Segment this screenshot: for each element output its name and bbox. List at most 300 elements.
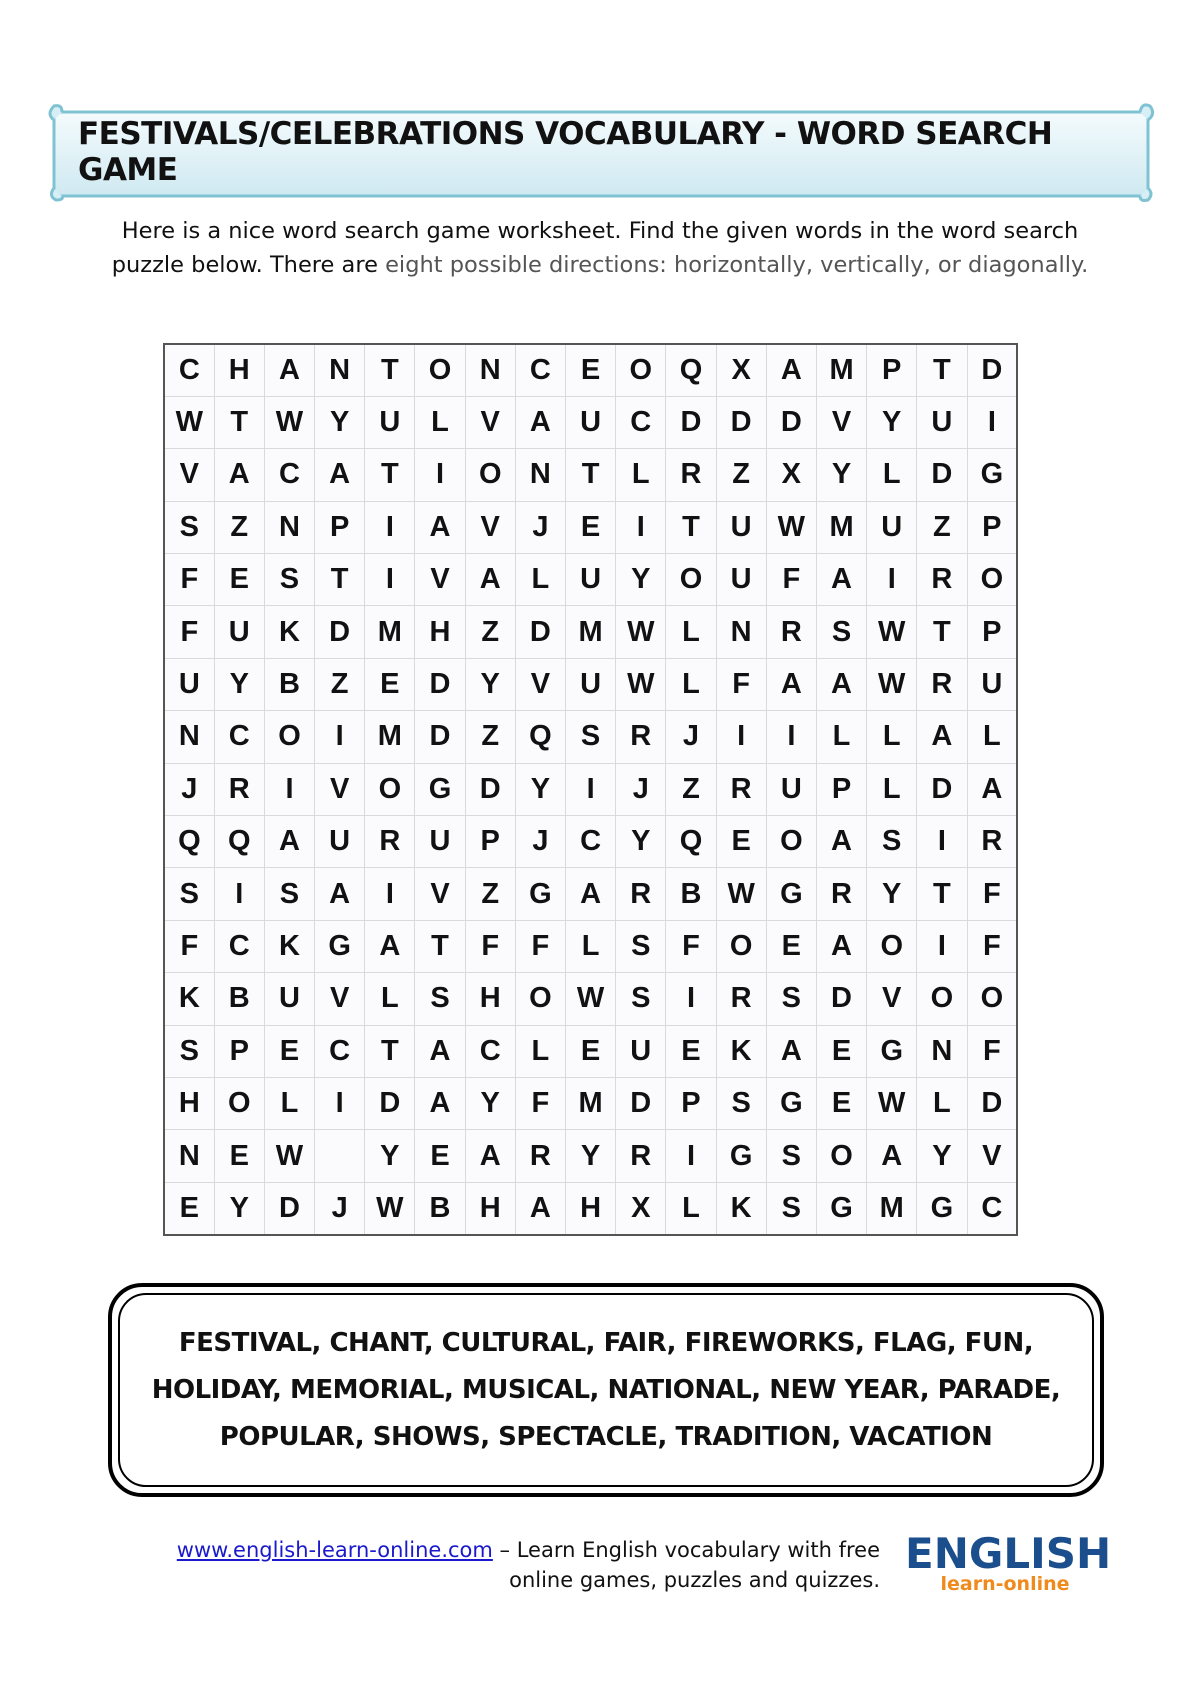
grid-cell[interactable]: F bbox=[967, 1025, 1017, 1077]
grid-cell[interactable]: T bbox=[365, 344, 415, 396]
grid-cell[interactable]: A bbox=[766, 1025, 816, 1077]
grid-cell[interactable]: A bbox=[214, 449, 264, 501]
grid-cell[interactable]: Y bbox=[867, 868, 917, 920]
grid-cell[interactable]: O bbox=[716, 920, 766, 972]
word-search-grid bbox=[163, 343, 1018, 1236]
grid-cell[interactable] bbox=[315, 1130, 365, 1182]
grid-cell[interactable]: S bbox=[264, 554, 314, 606]
grid-cell[interactable]: O bbox=[465, 449, 515, 501]
grid-cell[interactable]: N bbox=[465, 344, 515, 396]
grid-cell[interactable]: S bbox=[616, 920, 666, 972]
grid-cell[interactable]: P bbox=[967, 606, 1017, 658]
grid-cell[interactable]: E bbox=[816, 1025, 866, 1077]
grid-cell[interactable]: S bbox=[816, 606, 866, 658]
grid-cell[interactable]: K bbox=[264, 920, 314, 972]
grid-cell[interactable]: E bbox=[264, 1025, 314, 1077]
grid-cell[interactable]: X bbox=[766, 449, 816, 501]
grid-cell[interactable]: L bbox=[365, 973, 415, 1025]
grid-cell[interactable]: O bbox=[515, 973, 565, 1025]
grid-cell[interactable]: I bbox=[967, 396, 1017, 448]
grid-cell[interactable]: Y bbox=[515, 763, 565, 815]
grid-cell[interactable]: A bbox=[816, 554, 866, 606]
grid-cell[interactable]: I bbox=[566, 763, 616, 815]
grid-cell[interactable]: U bbox=[867, 501, 917, 553]
grid-cell[interactable]: L bbox=[917, 1077, 967, 1129]
grid-cell[interactable]: I bbox=[666, 973, 716, 1025]
grid-cell[interactable]: I bbox=[716, 711, 766, 763]
grid-cell[interactable]: R bbox=[716, 763, 766, 815]
grid-cell[interactable]: U bbox=[716, 554, 766, 606]
grid-cell[interactable]: A bbox=[917, 711, 967, 763]
grid-cell[interactable]: Z bbox=[666, 763, 716, 815]
grid-cell[interactable]: F bbox=[465, 920, 515, 972]
grid-cell[interactable]: V bbox=[967, 1130, 1017, 1182]
grid-cell[interactable]: W bbox=[716, 868, 766, 920]
grid-cell[interactable]: T bbox=[666, 501, 716, 553]
grid-cell[interactable]: D bbox=[365, 1077, 415, 1129]
grid-cell[interactable]: O bbox=[917, 973, 967, 1025]
grid-cell[interactable]: Q bbox=[515, 711, 565, 763]
footer-line-1 bbox=[100, 1535, 880, 1565]
grid-cell[interactable]: I bbox=[214, 868, 264, 920]
grid-cell[interactable]: S bbox=[415, 973, 465, 1025]
grid-cell[interactable]: S bbox=[264, 868, 314, 920]
grid-cell[interactable]: N bbox=[515, 449, 565, 501]
grid-cell[interactable]: C bbox=[515, 344, 565, 396]
grid-cell[interactable]: V bbox=[315, 973, 365, 1025]
grid-cell[interactable]: F bbox=[967, 868, 1017, 920]
grid-cell[interactable]: W bbox=[164, 396, 214, 448]
grid-cell[interactable]: H bbox=[415, 606, 465, 658]
grid-cell[interactable]: G bbox=[967, 449, 1017, 501]
grid-cell[interactable]: D bbox=[415, 711, 465, 763]
grid-cell[interactable]: W bbox=[867, 658, 917, 710]
grid-cell[interactable]: A bbox=[515, 1182, 565, 1234]
grid-cell[interactable]: U bbox=[365, 396, 415, 448]
grid-cell[interactable]: D bbox=[666, 396, 716, 448]
grid-cell[interactable]: P bbox=[867, 344, 917, 396]
grid-cell[interactable]: C bbox=[967, 1182, 1017, 1234]
grid-cell[interactable]: D bbox=[465, 763, 515, 815]
grid-cell[interactable]: Z bbox=[465, 868, 515, 920]
grid-cell[interactable]: A bbox=[264, 816, 314, 868]
instructions-line-2a: puzzle below. There are bbox=[111, 252, 386, 278]
grid-cell[interactable]: O bbox=[365, 763, 415, 815]
grid-row bbox=[164, 449, 1017, 501]
grid-cell[interactable]: H bbox=[465, 1182, 515, 1234]
grid-cell[interactable]: Y bbox=[315, 396, 365, 448]
grid-cell[interactable]: C bbox=[214, 920, 264, 972]
grid-cell[interactable]: W bbox=[264, 1130, 314, 1182]
grid-cell[interactable]: X bbox=[716, 344, 766, 396]
grid-cell[interactable]: B bbox=[264, 658, 314, 710]
grid-cell[interactable]: M bbox=[566, 1077, 616, 1129]
grid-cell[interactable]: D bbox=[917, 763, 967, 815]
grid-cell[interactable]: C bbox=[164, 344, 214, 396]
grid-cell[interactable]: W bbox=[365, 1182, 415, 1234]
grid-cell[interactable]: A bbox=[816, 658, 866, 710]
grid-cell[interactable]: D bbox=[917, 449, 967, 501]
grid-cell[interactable]: P bbox=[967, 501, 1017, 553]
grid-cell[interactable]: W bbox=[766, 501, 816, 553]
grid-cell[interactable]: A bbox=[415, 1025, 465, 1077]
grid-cell[interactable]: I bbox=[666, 1130, 716, 1182]
grid-cell[interactable]: K bbox=[264, 606, 314, 658]
grid-cell[interactable]: L bbox=[666, 606, 716, 658]
grid-cell[interactable]: D bbox=[967, 344, 1017, 396]
grid-cell[interactable]: K bbox=[164, 973, 214, 1025]
grid-cell[interactable]: W bbox=[867, 606, 917, 658]
grid-cell[interactable]: H bbox=[465, 973, 515, 1025]
grid-cell[interactable]: S bbox=[164, 868, 214, 920]
instructions-line-2b: eight possible directions: horizontally, vertically, or diagonally. bbox=[385, 252, 1089, 278]
grid-cell[interactable]: F bbox=[164, 606, 214, 658]
grid-cell[interactable]: G bbox=[315, 920, 365, 972]
grid-cell[interactable]: S bbox=[616, 973, 666, 1025]
grid-cell[interactable]: G bbox=[867, 1025, 917, 1077]
grid-cell[interactable]: S bbox=[164, 1025, 214, 1077]
grid-cell[interactable]: O bbox=[214, 1077, 264, 1129]
grid-cell[interactable]: F bbox=[515, 920, 565, 972]
grid-cell[interactable]: N bbox=[164, 1130, 214, 1182]
grid-cell[interactable]: G bbox=[515, 868, 565, 920]
grid-cell[interactable]: U bbox=[566, 396, 616, 448]
grid-cell[interactable]: W bbox=[566, 973, 616, 1025]
grid-cell[interactable]: I bbox=[616, 501, 666, 553]
grid-cell[interactable]: C bbox=[264, 449, 314, 501]
grid-cell[interactable]: I bbox=[766, 711, 816, 763]
grid-cell[interactable]: R bbox=[917, 554, 967, 606]
grid-cell[interactable]: P bbox=[816, 763, 866, 815]
grid-cell[interactable]: J bbox=[315, 1182, 365, 1234]
grid-cell[interactable]: F bbox=[666, 920, 716, 972]
grid-cell[interactable]: Z bbox=[465, 711, 515, 763]
grid-cell[interactable]: O bbox=[666, 554, 716, 606]
grid-cell[interactable]: V bbox=[415, 868, 465, 920]
grid-cell[interactable]: I bbox=[917, 920, 967, 972]
grid-cell[interactable]: E bbox=[566, 1025, 616, 1077]
grid-cell[interactable]: U bbox=[264, 973, 314, 1025]
site-link[interactable]: www.english-learn-online.com bbox=[176, 1538, 493, 1562]
grid-cell[interactable]: Y bbox=[816, 449, 866, 501]
grid-cell[interactable]: D bbox=[315, 606, 365, 658]
grid-cell[interactable]: A bbox=[415, 501, 465, 553]
grid-cell[interactable]: E bbox=[214, 1130, 264, 1182]
grid-cell[interactable]: V bbox=[164, 449, 214, 501]
grid-cell[interactable]: Z bbox=[716, 449, 766, 501]
grid-cell[interactable]: S bbox=[766, 1130, 816, 1182]
grid-cell[interactable]: A bbox=[465, 554, 515, 606]
grid-cell[interactable]: U bbox=[214, 606, 264, 658]
grid-cell[interactable]: T bbox=[214, 396, 264, 448]
grid-cell[interactable]: G bbox=[716, 1130, 766, 1182]
grid-cell[interactable]: V bbox=[515, 658, 565, 710]
grid-cell[interactable]: R bbox=[666, 449, 716, 501]
grid-cell[interactable]: S bbox=[566, 711, 616, 763]
grid-cell[interactable]: A bbox=[566, 868, 616, 920]
grid-cell[interactable]: M bbox=[816, 344, 866, 396]
grid-cell[interactable]: T bbox=[365, 449, 415, 501]
grid-cell[interactable]: D bbox=[716, 396, 766, 448]
grid-cell[interactable]: D bbox=[264, 1182, 314, 1234]
grid-cell[interactable]: Q bbox=[164, 816, 214, 868]
grid-cell[interactable]: W bbox=[264, 396, 314, 448]
grid-cell[interactable]: E bbox=[566, 344, 616, 396]
grid-cell[interactable]: G bbox=[917, 1182, 967, 1234]
grid-cell[interactable]: N bbox=[917, 1025, 967, 1077]
grid-cell[interactable]: R bbox=[365, 816, 415, 868]
grid-cell[interactable]: U bbox=[616, 1025, 666, 1077]
grid-cell[interactable]: V bbox=[816, 396, 866, 448]
grid-cell[interactable]: Z bbox=[465, 606, 515, 658]
grid-cell[interactable]: R bbox=[616, 711, 666, 763]
grid-cell[interactable]: J bbox=[515, 816, 565, 868]
grid-cell[interactable]: L bbox=[666, 658, 716, 710]
grid-cell[interactable]: E bbox=[816, 1077, 866, 1129]
grid-cell[interactable]: U bbox=[766, 763, 816, 815]
grid-cell[interactable]: E bbox=[666, 1025, 716, 1077]
grid-cell[interactable]: I bbox=[264, 763, 314, 815]
grid-cell[interactable]: C bbox=[566, 816, 616, 868]
grid-cell[interactable]: I bbox=[315, 711, 365, 763]
grid-cell[interactable]: B bbox=[214, 973, 264, 1025]
grid-cell[interactable]: O bbox=[867, 920, 917, 972]
grid-cell[interactable]: A bbox=[315, 449, 365, 501]
grid-cell[interactable]: A bbox=[465, 1130, 515, 1182]
grid-cell[interactable]: W bbox=[616, 658, 666, 710]
grid-cell[interactable]: E bbox=[766, 920, 816, 972]
grid-cell[interactable]: T bbox=[917, 344, 967, 396]
grid-cell[interactable]: D bbox=[816, 973, 866, 1025]
grid-cell[interactable]: A bbox=[264, 344, 314, 396]
grid-cell[interactable]: T bbox=[917, 606, 967, 658]
grid-cell[interactable]: A bbox=[766, 344, 816, 396]
grid-cell[interactable]: F bbox=[967, 920, 1017, 972]
grid-cell[interactable]: Z bbox=[917, 501, 967, 553]
grid-cell[interactable]: U bbox=[315, 816, 365, 868]
grid-cell[interactable]: U bbox=[967, 658, 1017, 710]
grid-cell[interactable]: L bbox=[867, 763, 917, 815]
word-list-line-1: FESTIVAL, CHANT, CULTURAL, FAIR, FIREWORKS, FLAG, FUN, bbox=[178, 1327, 1034, 1358]
grid-cell[interactable]: R bbox=[616, 1130, 666, 1182]
grid-cell[interactable]: O bbox=[264, 711, 314, 763]
grid-cell[interactable]: H bbox=[214, 344, 264, 396]
grid-cell[interactable]: Y bbox=[616, 816, 666, 868]
grid-cell[interactable]: M bbox=[365, 606, 415, 658]
grid-cell[interactable]: I bbox=[315, 1077, 365, 1129]
grid-cell[interactable]: G bbox=[415, 763, 465, 815]
grid-cell[interactable]: B bbox=[415, 1182, 465, 1234]
grid-cell[interactable]: L bbox=[566, 920, 616, 972]
grid-cell[interactable]: F bbox=[515, 1077, 565, 1129]
grid-cell[interactable]: S bbox=[164, 501, 214, 553]
grid-cell[interactable]: N bbox=[716, 606, 766, 658]
grid-cell[interactable]: M bbox=[816, 501, 866, 553]
grid-cell[interactable]: U bbox=[716, 501, 766, 553]
grid-cell[interactable]: G bbox=[816, 1182, 866, 1234]
grid-cell[interactable]: D bbox=[616, 1077, 666, 1129]
grid-cell[interactable]: M bbox=[867, 1182, 917, 1234]
grid-cell[interactable]: V bbox=[315, 763, 365, 815]
grid-cell[interactable]: O bbox=[766, 816, 816, 868]
grid-cell[interactable]: R bbox=[616, 868, 666, 920]
grid-cell[interactable]: O bbox=[967, 973, 1017, 1025]
grid-cell[interactable]: D bbox=[515, 606, 565, 658]
grid-cell[interactable]: J bbox=[616, 763, 666, 815]
grid-cell[interactable]: G bbox=[766, 1077, 816, 1129]
instructions-line-1: Here is a nice word search game worksheet. Find the given words in the word search bbox=[121, 218, 1079, 244]
grid-cell[interactable]: W bbox=[616, 606, 666, 658]
grid-cell[interactable]: Z bbox=[214, 501, 264, 553]
grid-cell[interactable]: D bbox=[766, 396, 816, 448]
grid-cell[interactable]: I bbox=[867, 554, 917, 606]
grid-cell[interactable]: T bbox=[365, 1025, 415, 1077]
grid-cell[interactable]: O bbox=[616, 344, 666, 396]
grid-cell[interactable]: O bbox=[816, 1130, 866, 1182]
grid-cell[interactable]: O bbox=[415, 344, 465, 396]
grid-cell[interactable]: U bbox=[566, 554, 616, 606]
grid-cell[interactable]: M bbox=[566, 606, 616, 658]
grid-cell[interactable]: E bbox=[415, 1130, 465, 1182]
grid-cell[interactable]: I bbox=[415, 449, 465, 501]
grid-cell[interactable]: Q bbox=[214, 816, 264, 868]
grid-cell[interactable]: S bbox=[766, 1182, 816, 1234]
grid-cell[interactable]: J bbox=[515, 501, 565, 553]
grid-cell[interactable]: R bbox=[716, 973, 766, 1025]
grid-cell[interactable]: P bbox=[214, 1025, 264, 1077]
grid-cell[interactable]: D bbox=[967, 1077, 1017, 1129]
grid-cell[interactable]: N bbox=[164, 711, 214, 763]
grid-cell[interactable]: T bbox=[917, 868, 967, 920]
grid-cell[interactable]: I bbox=[365, 501, 415, 553]
grid-cell[interactable]: L bbox=[967, 711, 1017, 763]
grid-cell[interactable]: T bbox=[566, 449, 616, 501]
grid-cell[interactable]: E bbox=[214, 554, 264, 606]
grid-cell[interactable]: L bbox=[867, 711, 917, 763]
grid-cell[interactable]: K bbox=[716, 1182, 766, 1234]
grid-cell[interactable]: P bbox=[315, 501, 365, 553]
grid-cell[interactable]: P bbox=[465, 816, 515, 868]
grid-cell[interactable]: F bbox=[716, 658, 766, 710]
grid-cell[interactable]: E bbox=[164, 1182, 214, 1234]
grid-cell[interactable]: Z bbox=[315, 658, 365, 710]
grid-cell[interactable]: U bbox=[917, 396, 967, 448]
grid-cell[interactable]: N bbox=[315, 344, 365, 396]
grid-cell[interactable]: D bbox=[415, 658, 465, 710]
grid-cell[interactable]: C bbox=[465, 1025, 515, 1077]
grid-cell[interactable]: A bbox=[867, 1130, 917, 1182]
grid-cell[interactable]: Y bbox=[867, 396, 917, 448]
grid-cell[interactable]: E bbox=[716, 816, 766, 868]
grid-cell[interactable]: N bbox=[264, 501, 314, 553]
grid-cell[interactable]: L bbox=[415, 396, 465, 448]
grid-cell[interactable]: I bbox=[365, 554, 415, 606]
grid-cell[interactable]: C bbox=[315, 1025, 365, 1077]
grid-cell[interactable]: O bbox=[967, 554, 1017, 606]
grid-cell[interactable]: A bbox=[415, 1077, 465, 1129]
grid-cell[interactable]: Y bbox=[465, 1077, 515, 1129]
grid-cell[interactable]: P bbox=[666, 1077, 716, 1129]
grid-cell[interactable]: Y bbox=[566, 1130, 616, 1182]
grid-cell[interactable]: Y bbox=[616, 554, 666, 606]
grid-cell[interactable]: U bbox=[415, 816, 465, 868]
grid-cell[interactable]: A bbox=[365, 920, 415, 972]
grid-cell[interactable]: L bbox=[867, 449, 917, 501]
grid-cell[interactable]: L bbox=[616, 449, 666, 501]
grid-cell[interactable]: F bbox=[164, 920, 214, 972]
grid-cell[interactable]: F bbox=[766, 554, 816, 606]
grid-cell[interactable]: Q bbox=[666, 816, 716, 868]
grid-cell[interactable]: F bbox=[164, 554, 214, 606]
grid-cell[interactable]: K bbox=[716, 1025, 766, 1077]
grid-cell[interactable]: A bbox=[766, 658, 816, 710]
grid-cell[interactable]: B bbox=[666, 868, 716, 920]
grid-cell[interactable]: T bbox=[415, 920, 465, 972]
grid-cell[interactable]: R bbox=[917, 658, 967, 710]
grid-cell[interactable]: Q bbox=[666, 344, 716, 396]
grid-cell[interactable]: Y bbox=[465, 658, 515, 710]
grid-cell[interactable]: S bbox=[867, 816, 917, 868]
grid-cell[interactable]: V bbox=[867, 973, 917, 1025]
grid-cell[interactable]: I bbox=[917, 816, 967, 868]
grid-cell[interactable]: W bbox=[867, 1077, 917, 1129]
grid-cell[interactable]: S bbox=[716, 1077, 766, 1129]
grid-cell[interactable]: V bbox=[465, 501, 515, 553]
grid-cell[interactable]: V bbox=[415, 554, 465, 606]
grid-cell[interactable]: V bbox=[465, 396, 515, 448]
grid-cell[interactable]: U bbox=[566, 658, 616, 710]
grid-cell[interactable]: A bbox=[816, 920, 866, 972]
grid-cell[interactable]: J bbox=[164, 763, 214, 815]
grid-cell[interactable]: A bbox=[816, 816, 866, 868]
grid-row bbox=[164, 658, 1017, 710]
word-list-box bbox=[108, 1283, 1104, 1497]
grid-cell[interactable]: I bbox=[365, 868, 415, 920]
grid-cell[interactable]: G bbox=[766, 868, 816, 920]
grid-cell[interactable]: R bbox=[816, 868, 866, 920]
grid-row bbox=[164, 711, 1017, 763]
grid-cell[interactable]: L bbox=[264, 1077, 314, 1129]
grid-cell[interactable]: M bbox=[365, 711, 415, 763]
grid-cell[interactable]: C bbox=[214, 711, 264, 763]
grid-cell[interactable]: E bbox=[365, 658, 415, 710]
grid-cell[interactable]: T bbox=[315, 554, 365, 606]
grid-cell[interactable]: L bbox=[515, 554, 565, 606]
grid-cell[interactable]: A bbox=[515, 396, 565, 448]
grid-cell[interactable]: R bbox=[214, 763, 264, 815]
grid-cell[interactable]: U bbox=[164, 658, 214, 710]
grid-cell[interactable]: L bbox=[666, 1182, 716, 1234]
grid-cell[interactable]: R bbox=[766, 606, 816, 658]
grid-cell[interactable]: R bbox=[967, 816, 1017, 868]
grid-cell[interactable]: J bbox=[666, 711, 716, 763]
grid-cell[interactable]: L bbox=[515, 1025, 565, 1077]
grid-cell[interactable]: Y bbox=[917, 1130, 967, 1182]
grid-cell[interactable]: A bbox=[315, 868, 365, 920]
grid-cell[interactable]: Y bbox=[365, 1130, 415, 1182]
grid-cell[interactable]: C bbox=[616, 396, 666, 448]
grid-cell[interactable]: H bbox=[566, 1182, 616, 1234]
grid-cell[interactable]: L bbox=[816, 711, 866, 763]
grid-cell[interactable]: Y bbox=[214, 1182, 264, 1234]
grid-cell[interactable]: Y bbox=[214, 658, 264, 710]
grid-cell[interactable]: X bbox=[616, 1182, 666, 1234]
grid-cell[interactable]: E bbox=[566, 501, 616, 553]
grid-cell[interactable]: H bbox=[164, 1077, 214, 1129]
grid-cell[interactable]: R bbox=[515, 1130, 565, 1182]
grid-cell[interactable]: S bbox=[766, 973, 816, 1025]
grid-cell[interactable]: A bbox=[967, 763, 1017, 815]
